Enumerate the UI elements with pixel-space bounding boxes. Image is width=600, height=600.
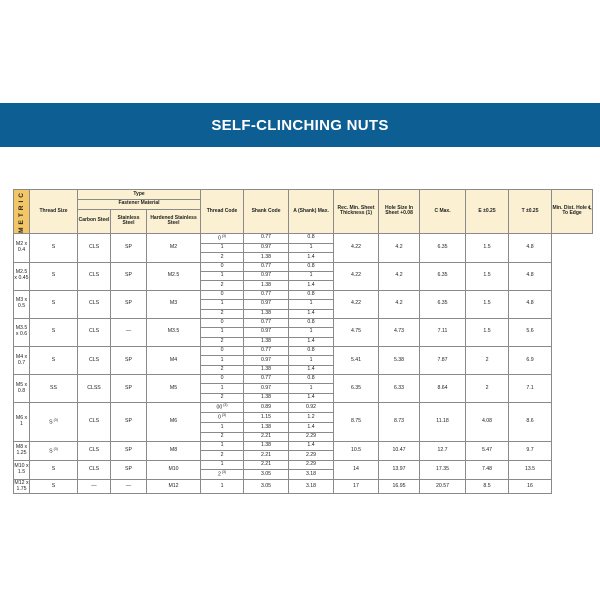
a-shank-cell: 3.05 [244, 480, 289, 494]
c-max-cell: 6.33 [379, 375, 420, 403]
a-shank-cell: 0.89 [244, 403, 289, 413]
hardened-stainless-cell: — [111, 480, 147, 494]
min-sheet-cell: 1.4 [289, 253, 334, 262]
min-sheet-cell: 1.4 [289, 442, 334, 451]
hardened-stainless-cell: SP [111, 290, 147, 318]
hole-size-cell: 4.22 [334, 233, 379, 262]
thread-size-cell: M2 x 0.4 [14, 233, 30, 262]
min-sheet-cell: 1 [289, 272, 334, 281]
stainless-steel-cell: CLS [78, 262, 111, 290]
min-dist-cell: 4.8 [509, 233, 552, 262]
shank-code-cell: 2 [201, 337, 244, 346]
hole-size-cell: 8.75 [334, 403, 379, 442]
shank-code-cell: 1 [201, 384, 244, 393]
min-sheet-cell: 2.29 [289, 451, 334, 460]
shank-code-cell: 0 $^{(3)}$ [201, 233, 244, 243]
shank-code-cell: 1 [201, 460, 244, 469]
a-shank-cell: 1.38 [244, 442, 289, 451]
t-cell: 5.47 [466, 442, 509, 461]
e-cell: 6.35 [420, 233, 466, 262]
stainless-steel-cell: CLS [78, 442, 111, 461]
hardened-stainless-cell: SP [111, 403, 147, 442]
min-sheet-cell: 0.8 [289, 290, 334, 299]
header-e: E ±0.25 [466, 190, 509, 234]
header-a-shank-max: A (Shank) Max. [289, 190, 334, 234]
thread-size-cell: M8 x 1.25 [14, 442, 30, 461]
shank-code-cell: 0 [201, 318, 244, 327]
a-shank-cell: 1.38 [244, 423, 289, 432]
hole-size-cell: 14 [334, 460, 379, 479]
min-sheet-cell: 1 [289, 356, 334, 365]
min-sheet-cell: 1.4 [289, 337, 334, 346]
t-cell: 1.5 [466, 233, 509, 262]
stainless-steel-cell: CLS [78, 290, 111, 318]
stainless-steel-cell: CLS [78, 403, 111, 442]
table-row [14, 262, 593, 271]
page-title: SELF-CLINCHING NUTS [211, 116, 389, 134]
shank-code-cell: 0 [201, 375, 244, 384]
shank-code-cell: 0 [201, 262, 244, 271]
min-dist-cell: 7.1 [509, 375, 552, 403]
header-stainless-steel: Stainless Steel [111, 209, 147, 233]
thread-code-cell: M2.5 [147, 262, 201, 290]
header-min-dist: Min. Dist. Hole ℄ To Edge [552, 190, 593, 234]
hole-size-cell: 4.22 [334, 290, 379, 318]
table-row [14, 403, 593, 413]
header-carbon-steel: Carbon Steel [78, 209, 111, 233]
min-sheet-cell: 0.8 [289, 233, 334, 243]
header-type: Type [78, 190, 201, 200]
carbon-steel-cell: S [30, 318, 78, 346]
min-dist-cell: 13.5 [509, 460, 552, 479]
carbon-steel-cell: S $^{(3)}$ [30, 403, 78, 442]
t-cell: 4.08 [466, 403, 509, 442]
min-sheet-cell: 3.18 [289, 480, 334, 494]
table-row [14, 318, 593, 327]
min-sheet-cell: 1 [289, 244, 334, 253]
hardened-stainless-cell: SP [111, 375, 147, 403]
hole-size-cell: 4.22 [334, 262, 379, 290]
min-sheet-cell: 1 [289, 328, 334, 337]
a-shank-cell: 0.97 [244, 384, 289, 393]
table-row [14, 460, 593, 469]
carbon-steel-cell: S [30, 480, 78, 494]
header-thread-code: Thread Code [201, 190, 244, 234]
title-banner [0, 103, 600, 147]
table-row [14, 375, 593, 384]
carbon-steel-cell: SS [30, 375, 78, 403]
thread-size-cell: M5 x 0.8 [14, 375, 30, 403]
footnote-marker: (3) [52, 417, 58, 422]
carbon-steel-cell: S [30, 233, 78, 262]
a-shank-cell: 1.38 [244, 393, 289, 402]
t-cell: 1.5 [466, 290, 509, 318]
a-shank-cell: 0.77 [244, 318, 289, 327]
thread-size-cell: M12 x 1.75 [14, 479, 29, 492]
c-max-cell: 8.73 [379, 403, 420, 442]
e-cell: 6.35 [420, 290, 466, 318]
a-shank-cell: 2.21 [244, 451, 289, 460]
e-cell: 11.18 [420, 403, 466, 442]
e-cell: 20.57 [420, 480, 466, 494]
shank-code-cell: 0 [201, 290, 244, 299]
min-sheet-cell: 2.29 [289, 432, 334, 441]
min-sheet-cell: 1 [289, 384, 334, 393]
c-max-cell: 10.47 [379, 442, 420, 461]
thread-code-cell: M2 [147, 233, 201, 262]
table-row [14, 442, 593, 451]
c-max-cell: 5.38 [379, 346, 420, 374]
min-sheet-cell: 1.2 [289, 413, 334, 423]
shank-code-cell: 0 $^{(3)}$ [201, 413, 244, 423]
thread-code-cell: M4 [147, 346, 201, 374]
e-cell: 7.11 [420, 318, 466, 346]
shank-code-cell: 2 [201, 432, 244, 441]
carbon-steel-cell: S [30, 460, 78, 479]
shank-code-cell: 1 [201, 272, 244, 281]
hardened-stainless-cell: SP [111, 460, 147, 479]
a-shank-cell: 1.38 [244, 337, 289, 346]
a-shank-cell: 0.97 [244, 272, 289, 281]
spec-table [13, 189, 593, 494]
footnote-marker: (3) [220, 413, 227, 418]
t-cell: 1.5 [466, 262, 509, 290]
thread-code-cell: M3.5 [147, 318, 201, 346]
thread-size-cell: M10 x 1.5 [14, 460, 30, 479]
c-max-cell: 4.2 [379, 262, 420, 290]
t-cell: 2 [466, 346, 509, 374]
shank-code-cell: 1 [201, 328, 244, 337]
t-cell: 2 [466, 375, 509, 403]
min-sheet-cell: 1.4 [289, 423, 334, 432]
min-dist-cell: 6.9 [509, 346, 552, 374]
header-c-max: C Max. [420, 190, 466, 234]
thread-code-cell: M10 [147, 460, 201, 479]
shank-code-cell: 1 [201, 442, 244, 451]
thread-size-cell: M6 x 1 [14, 403, 30, 442]
shank-code-cell: 2 [201, 281, 244, 290]
a-shank-cell: 0.77 [244, 290, 289, 299]
footnote-marker: (3) [222, 403, 228, 408]
min-sheet-cell: 1.4 [289, 309, 334, 318]
e-cell: 7.87 [420, 346, 466, 374]
spec-table-body [14, 233, 593, 493]
a-shank-cell: 2.21 [244, 432, 289, 441]
header-rec-min-sheet: Rec. Min. Sheet Thickness (1) [334, 190, 379, 234]
shank-code-cell: 0 [201, 346, 244, 355]
a-shank-cell: 1.38 [244, 365, 289, 374]
min-sheet-cell: 1.4 [289, 393, 334, 402]
shank-code-cell: 1 [201, 300, 244, 309]
table-row [14, 290, 593, 299]
min-dist-cell: 4.8 [509, 262, 552, 290]
thread-code-cell: M12 [147, 480, 201, 494]
a-shank-cell: 0.77 [244, 262, 289, 271]
hole-size-cell: 10.5 [334, 442, 379, 461]
header-t: T ±0.25 [509, 190, 552, 234]
e-cell: 12.7 [420, 442, 466, 461]
hardened-stainless-cell: SP [111, 442, 147, 461]
hole-size-cell: 4.75 [334, 318, 379, 346]
min-sheet-cell: 0.8 [289, 318, 334, 327]
thread-size-cell: M4 x 0.7 [14, 346, 30, 374]
stainless-steel-cell: CLS [78, 233, 111, 262]
min-sheet-cell: 0.8 [289, 346, 334, 355]
hardened-stainless-cell: — [111, 318, 147, 346]
footnote-marker: (3) [52, 446, 58, 451]
header-hardened-stainless: Hardened Stainless Steel [147, 209, 201, 233]
stainless-steel-cell: CLS [78, 460, 111, 479]
min-sheet-cell: 1.4 [289, 281, 334, 290]
shank-code-cell: 2 $^{(3)}$ [201, 470, 244, 480]
a-shank-cell: 1.38 [244, 253, 289, 262]
thread-code-cell: M3 [147, 290, 201, 318]
stainless-steel-cell: CLS [78, 346, 111, 374]
a-shank-cell: 1.38 [244, 309, 289, 318]
c-max-cell: 4.2 [379, 233, 420, 262]
table-row [14, 480, 593, 494]
a-shank-cell: 2.21 [244, 460, 289, 469]
carbon-steel-cell: S [30, 290, 78, 318]
min-dist-cell: 9.7 [509, 442, 552, 461]
min-sheet-cell: 0.8 [289, 262, 334, 271]
c-max-cell: 4.2 [379, 290, 420, 318]
shank-code-cell: 1 [201, 480, 244, 494]
shank-code-cell: 1 [201, 423, 244, 432]
shank-code-cell: 2 [201, 451, 244, 460]
table-row [14, 233, 593, 243]
a-shank-cell: 0.77 [244, 346, 289, 355]
hole-size-cell: 5.41 [334, 346, 379, 374]
carbon-steel-cell: S $^{(3)}$ [30, 442, 78, 461]
min-dist-cell: 16 [509, 480, 552, 494]
metric-side-label: METRIC [14, 190, 30, 234]
min-sheet-cell: 1 [289, 300, 334, 309]
e-cell: 8.64 [420, 375, 466, 403]
thread-size-cell: M2.5 x 0.45 [14, 262, 30, 290]
a-shank-cell: 0.77 [244, 233, 289, 243]
thread-code-cell: M8 [147, 442, 201, 461]
thread-code-cell: M6 [147, 403, 201, 442]
a-shank-cell: 1.38 [244, 281, 289, 290]
footnote-marker: (3) [220, 234, 227, 239]
a-shank-cell: 0.77 [244, 375, 289, 384]
min-sheet-cell: 2.29 [289, 460, 334, 469]
a-shank-cell: 3.05 [244, 470, 289, 480]
a-shank-cell: 0.97 [244, 356, 289, 365]
min-sheet-cell: 3.18 [289, 470, 334, 480]
a-shank-cell: 0.97 [244, 244, 289, 253]
header-thread-size: Thread Size [30, 190, 78, 234]
min-dist-cell: 4.8 [509, 290, 552, 318]
shank-code-cell: 2 [201, 309, 244, 318]
hardened-stainless-cell: SP [111, 346, 147, 374]
c-max-cell: 16.95 [379, 480, 420, 494]
carbon-steel-cell: S [30, 262, 78, 290]
t-cell: 1.5 [466, 318, 509, 346]
min-sheet-cell: 0.8 [289, 375, 334, 384]
min-sheet-cell: 0.92 [289, 403, 334, 413]
carbon-steel-cell: S [30, 346, 78, 374]
thread-code-cell: M5 [147, 375, 201, 403]
table-row [14, 346, 593, 355]
stainless-steel-cell: CLS [78, 318, 111, 346]
stainless-steel-cell: CLSS [78, 375, 111, 403]
shank-code-cell: 1 [201, 244, 244, 253]
t-cell: 7.48 [466, 460, 509, 479]
hardened-stainless-cell: SP [111, 233, 147, 262]
min-dist-cell: 5.6 [509, 318, 552, 346]
shank-code-cell: 1 [201, 356, 244, 365]
shank-code-cell: 2 [201, 253, 244, 262]
shank-code-cell: 2 [201, 393, 244, 402]
a-shank-cell: 0.97 [244, 300, 289, 309]
c-max-cell: 4.73 [379, 318, 420, 346]
shank-code-cell: 2 [201, 365, 244, 374]
header-hole-size: Hole Size In Sheet +0.08 [379, 190, 420, 234]
t-cell: 8.5 [466, 480, 509, 494]
hole-size-cell: 6.35 [334, 375, 379, 403]
min-dist-cell: 8.6 [509, 403, 552, 442]
thread-size-cell: M3.5 x 0.6 [14, 318, 30, 346]
c-max-cell: 13.97 [379, 460, 420, 479]
a-shank-cell: 1.15 [244, 413, 289, 423]
min-sheet-cell: 1.4 [289, 365, 334, 374]
e-cell: 17.35 [420, 460, 466, 479]
header-shank-code: Shank Code [244, 190, 289, 234]
hardened-stainless-cell: SP [111, 262, 147, 290]
shank-code-cell: 00 $^{(3)}$ [201, 403, 244, 413]
header-fastener-material: Fastener Material [78, 199, 201, 209]
stainless-steel-cell: — [78, 480, 111, 494]
footnote-marker: (3) [220, 470, 227, 475]
spec-table-container [13, 189, 592, 490]
e-cell: 6.35 [420, 262, 466, 290]
hole-size-cell: 17 [334, 480, 379, 494]
thread-size-cell: M3 x 0.5 [14, 290, 30, 318]
a-shank-cell: 0.97 [244, 328, 289, 337]
